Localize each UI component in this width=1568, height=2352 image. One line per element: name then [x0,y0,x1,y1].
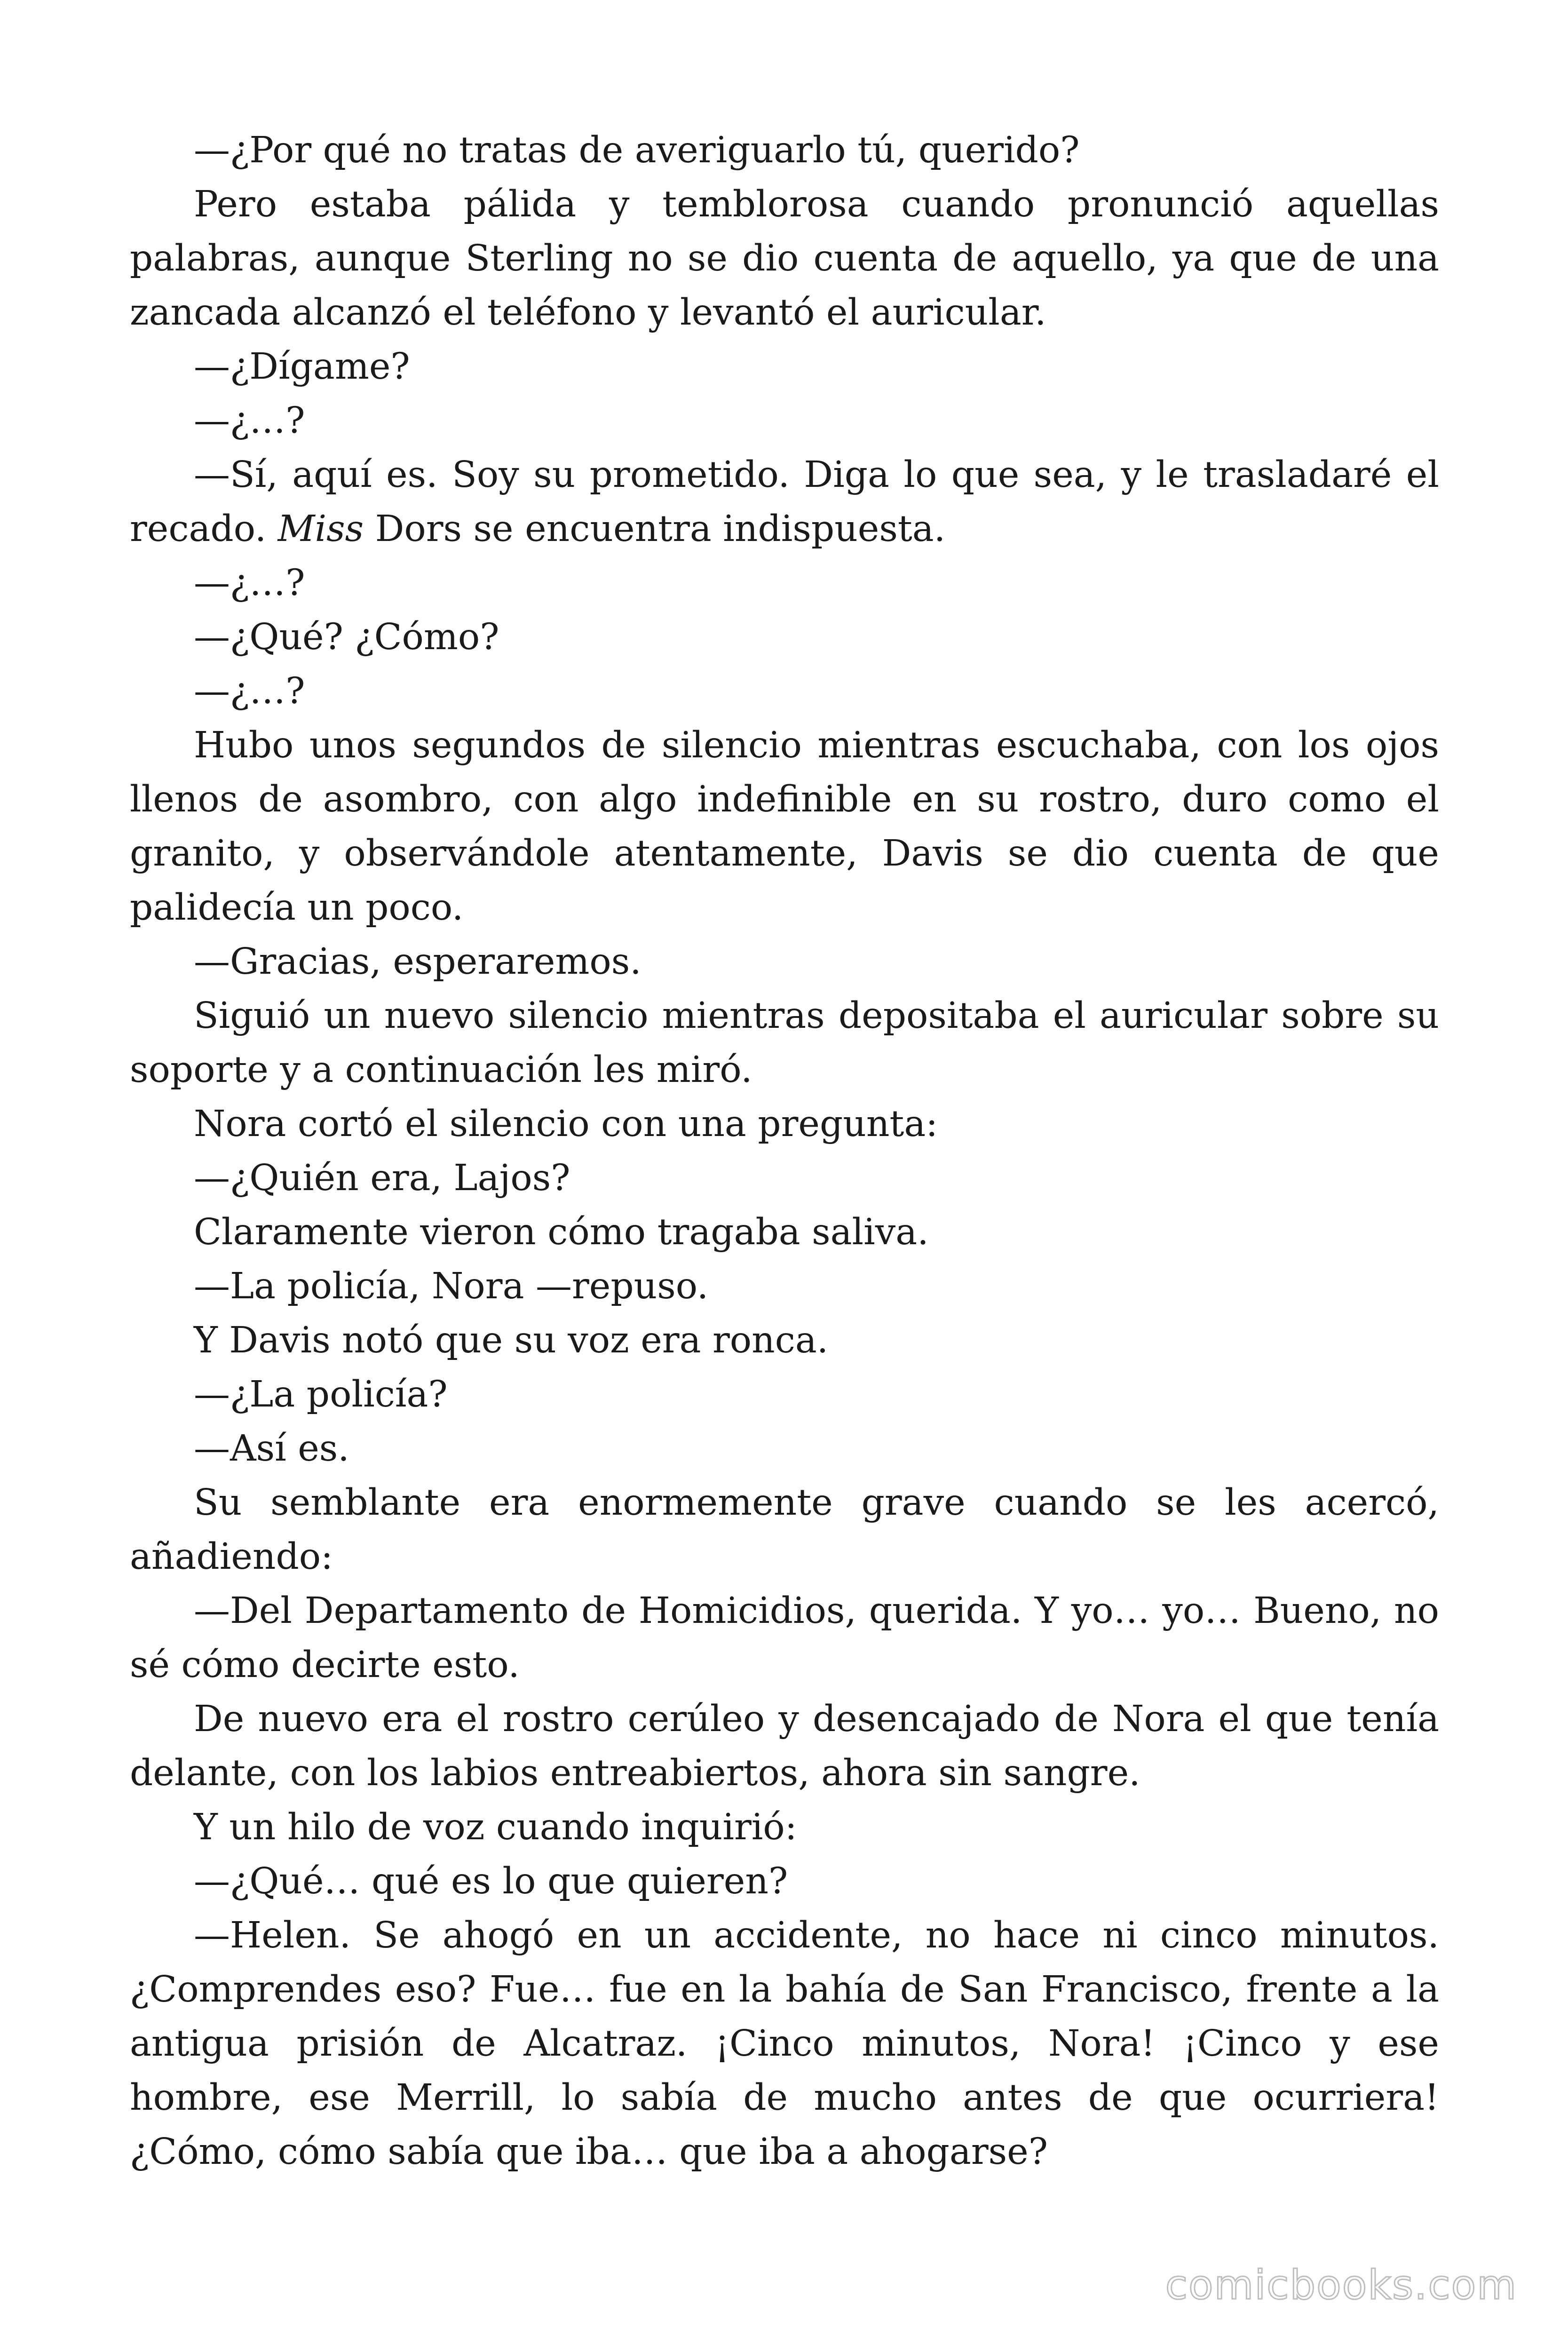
paragraph: Nora cortó el silencio con una pregunta: [194,1103,938,1145]
paragraph: Claramente vieron cómo tragaba saliva. [194,1211,929,1253]
page-body-text [130,123,1439,2179]
paragraph: —¿…? [194,670,305,712]
paragraph: Pero estaba pálida y temblorosa cuando pronunció aquellas palabras, aunque Sterling no se dio cuenta de aquello, ya que de una zancada alcanzó el teléfono y levantó el auricular. [130,183,1439,334]
paragraph: —Así es. [194,1428,349,1470]
italic-term: Miss [277,508,364,550]
paragraph: —¿Por qué no tratas de averiguarlo tú, querido? [194,129,1080,171]
paragraph [130,448,1439,556]
paragraph: Hubo unos segundos de silencio mientras escuchaba, con los ojos llenos de asombro, con algo indefinible en su rostro, duro como el granito, y observándole atentamente, Davis se dio cuenta de que palidecía un poco. [130,724,1439,929]
paragraph: —¿Qué? ¿Cómo? [194,616,499,658]
paragraph: De nuevo era el rostro cerúleo y desencajado de Nora el que tenía delante, con los labios entreabiertos, ahora sin sangre. [130,1698,1439,1794]
paragraph: —Del Departamento de Homicidios, querida. Y yo… yo… Bueno, no sé cómo decirte esto. [130,1590,1439,1686]
paragraph: Siguió un nuevo silencio mientras depositaba el auricular sobre su soporte y a continuación les miró. [130,995,1439,1091]
paragraph: —¿Dígame? [194,346,410,388]
paragraph: —La policía, Nora —repuso. [194,1265,709,1307]
paragraph: —¿…? [194,562,305,604]
paragraph: Su semblante era enormemente grave cuando se les acercó, añadiendo: [130,1482,1439,1578]
watermark: comicbooks.com [1165,2262,1517,2309]
paragraph-text: Dors se encuentra indispuesta. [364,508,946,550]
paragraph: Y un hilo de voz cuando inquirió: [194,1806,797,1848]
paragraph: —Helen. Se ahogó en un accidente, no hace ni cinco minutos. ¿Comprendes eso? Fue… fue en la bahía de San Francisco, frente a la antigua prisión de Alcatraz. ¡Cinco minutos, Nora! ¡Cinco y ese hombre, ese Merrill, lo sabía de mucho antes de que ocurriera! ¿Cómo, cómo sabía que iba… que iba a ahogarse? [130,1915,1439,2173]
paragraph: —Gracias, esperaremos. [194,941,641,983]
paragraph-text: —Sí, aquí es. Soy su prometido. Diga lo que sea, y le trasladaré el recado. [130,454,1439,550]
paragraph: —¿Quién era, Lajos? [194,1157,570,1199]
paragraph: —¿La policía? [194,1374,448,1415]
paragraph: Y Davis notó que su voz era ronca. [194,1319,829,1361]
paragraph: —¿Qué… qué es lo que quieren? [194,1860,788,1902]
paragraph: —¿…? [194,400,305,442]
